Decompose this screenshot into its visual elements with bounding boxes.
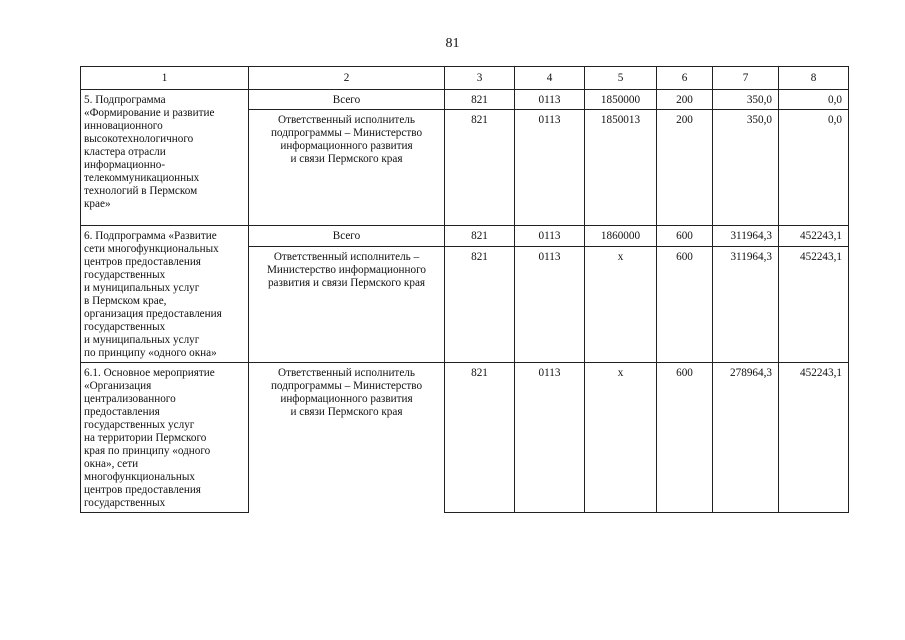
header-row	[81, 67, 849, 90]
executor-line: развития и связи Пермского края	[267, 277, 426, 290]
value-cell-c4: 0113	[515, 363, 585, 513]
value-cell-c3: 821	[445, 110, 515, 226]
executor-cell	[249, 247, 445, 363]
program-name-line: инновационного	[84, 120, 163, 132]
program-name-line: «Организация	[84, 380, 152, 392]
program-name-cell	[81, 90, 249, 226]
executor-line: и связи Пермского края	[290, 153, 403, 165]
program-name-line: централизованного	[84, 393, 176, 405]
executor-line: Всего	[332, 230, 361, 242]
value-cell-c6: 200	[657, 110, 713, 226]
program-name-line: крае»	[84, 198, 111, 210]
value-cell-c7: 350,0	[713, 110, 779, 226]
value-cell-c5: 1850013	[585, 110, 657, 226]
executor-cell	[249, 110, 445, 226]
table-row	[81, 90, 849, 110]
program-name-line: государственных	[84, 497, 166, 509]
executor-cell	[249, 363, 445, 513]
executor-line: подпрограммы – Министерство	[270, 380, 423, 392]
program-name-line: окна», сети	[84, 458, 139, 470]
column-header-1: 1	[81, 67, 249, 90]
column-header-3: 3	[445, 67, 515, 90]
table-body	[81, 90, 849, 513]
page-number: 81	[445, 36, 460, 51]
program-name-line: края по принципу «одного	[84, 445, 211, 457]
value-cell-c4: 0113	[515, 247, 585, 363]
value-cell-c8: 0,0	[779, 90, 849, 110]
program-name-line: и муниципальных услуг	[84, 282, 200, 294]
value-cell-c6: 600	[657, 226, 713, 247]
program-name-line: центров предоставления	[84, 484, 201, 496]
program-name-line: «Формирование и развитие	[84, 107, 215, 119]
column-header-7: 7	[713, 67, 779, 90]
program-name-line: 6.1. Основное мероприятие	[84, 367, 215, 379]
executor-line: Ответственный исполнитель	[278, 114, 415, 126]
value-cell-c3: 821	[445, 363, 515, 513]
column-header-2: 2	[249, 67, 445, 90]
column-header-4: 4	[515, 67, 585, 90]
value-cell-c8: 452243,1	[779, 247, 849, 363]
executor-line: подпрограммы – Министерство	[270, 127, 423, 139]
value-cell-c6: 600	[657, 247, 713, 363]
value-cell-c7: 278964,3	[713, 363, 779, 513]
value-cell-c5: х	[585, 363, 657, 513]
value-cell-c8: 452243,1	[779, 363, 849, 513]
value-cell-c7: 311964,3	[713, 247, 779, 363]
value-cell-c4: 0113	[515, 226, 585, 247]
column-header-5: 5	[585, 67, 657, 90]
program-name-line: государственных	[84, 269, 166, 281]
table-row	[81, 363, 849, 513]
value-cell-c5: х	[585, 247, 657, 363]
program-name-line: 6. Подпрограмма «Развитие	[84, 230, 217, 242]
program-name-line: сети многофункциональных	[84, 243, 219, 255]
program-name-line: организация предоставления	[84, 308, 222, 320]
program-name-line: технологий в Пермском	[84, 185, 198, 197]
program-name-line: центров предоставления	[84, 256, 201, 268]
value-cell-c8: 452243,1	[779, 226, 849, 247]
value-cell-c6: 200	[657, 90, 713, 110]
executor-line: Министерство информационного	[266, 264, 427, 277]
program-name-line: государственных	[84, 321, 166, 333]
program-name-line: многофункциональных	[84, 471, 195, 483]
program-name-line: кластера отрасли	[84, 146, 166, 158]
table-row	[81, 226, 849, 247]
executor-line: Всего	[332, 94, 361, 106]
value-cell-c4: 0113	[515, 110, 585, 226]
value-cell-c5: 1850000	[585, 90, 657, 110]
value-cell-c6: 600	[657, 363, 713, 513]
value-cell-c3: 821	[445, 247, 515, 363]
program-name-line: в Пермском крае,	[84, 295, 167, 307]
value-cell-c5: 1860000	[585, 226, 657, 247]
executor-line: Ответственный исполнитель	[278, 367, 415, 379]
value-cell-c3: 821	[445, 226, 515, 247]
budget-table	[80, 66, 849, 513]
executor-cell	[249, 90, 445, 110]
executor-line: Ответственный исполнитель –	[273, 251, 420, 264]
program-name-line: государственных услуг	[84, 419, 195, 431]
program-name-cell	[81, 226, 249, 363]
column-header-8: 8	[779, 67, 849, 90]
column-header-6: 6	[657, 67, 713, 90]
program-name-line: телекоммуникационных	[84, 172, 200, 184]
program-name-line: и муниципальных услуг	[84, 334, 200, 346]
program-name-line: предоставления	[84, 406, 160, 418]
executor-line: и связи Пермского края	[290, 406, 403, 418]
program-name-cell	[81, 363, 249, 513]
executor-line: информационного развития	[280, 393, 413, 405]
value-cell-c8: 0,0	[779, 110, 849, 226]
executor-line: информационного развития	[280, 140, 413, 152]
program-name-line: 5. Подпрограмма	[84, 94, 166, 106]
executor-cell	[249, 226, 445, 247]
program-name-line: информационно-	[84, 159, 166, 171]
program-name-line: высокотехнологичного	[84, 133, 194, 145]
program-name-line: на территории Пермского	[84, 432, 207, 444]
value-cell-c3: 821	[445, 90, 515, 110]
value-cell-c7: 311964,3	[713, 226, 779, 247]
value-cell-c4: 0113	[515, 90, 585, 110]
value-cell-c7: 350,0	[713, 90, 779, 110]
program-name-line: по принципу «одного окна»	[84, 347, 217, 359]
